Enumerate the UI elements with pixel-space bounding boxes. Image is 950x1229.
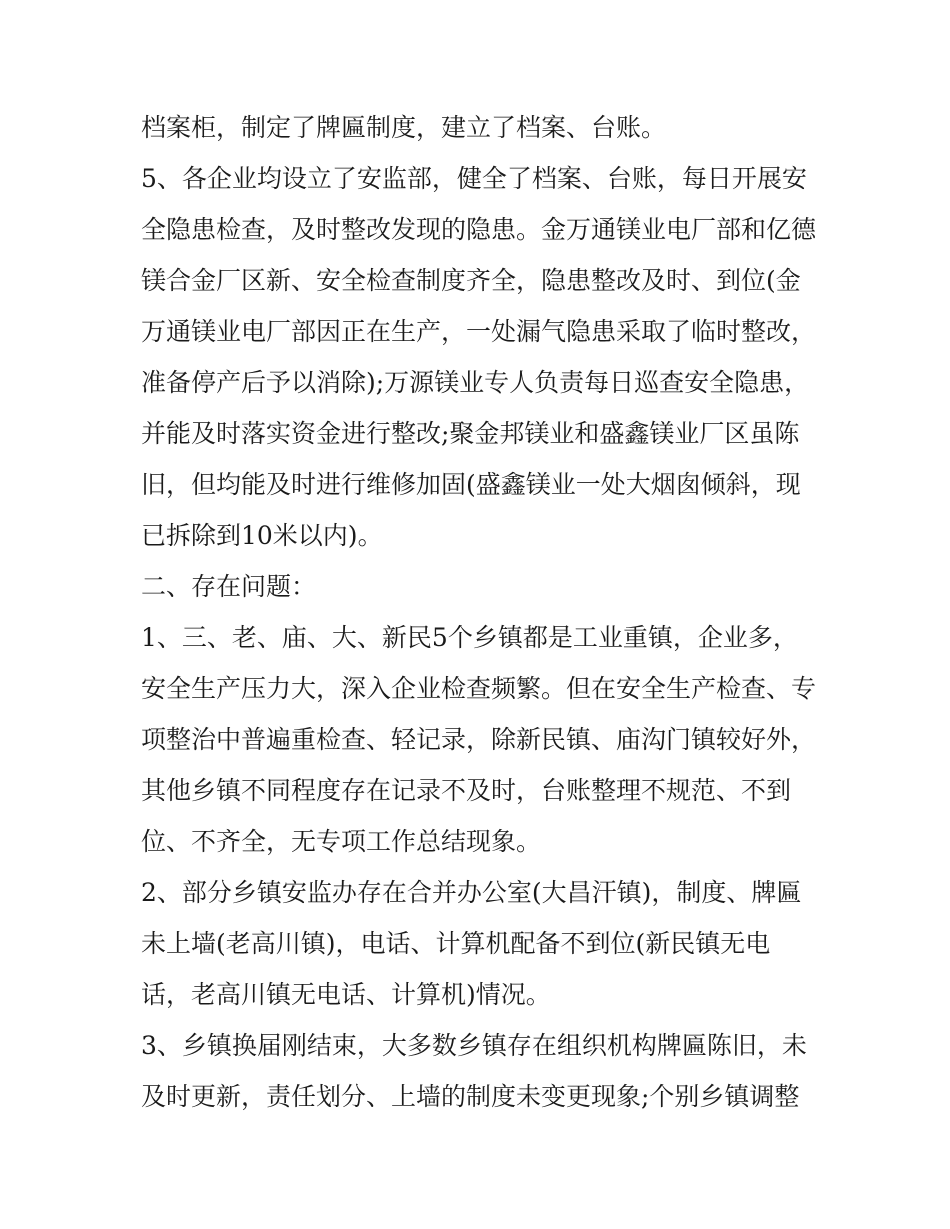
- text-line: 并能及时落实资金进行整改;聚金邦镁业和盛鑫镁业厂区虽陈: [141, 419, 800, 448]
- text-line: 及时更新，责任划分、上墙的制度未变更现象;个别乡镇调整: [141, 1082, 800, 1111]
- text-line: 位、不齐全，无专项工作总结现象。: [141, 827, 542, 856]
- text-line: 5、各企业均设立了安监部，健全了档案、台账，每日开展安: [141, 164, 807, 193]
- text-line: 1、三、老、庙、大、新民5个乡镇都是工业重镇，企业多，: [141, 623, 798, 652]
- text-line: 未上墙(老高川镇)，电话、计算机配备不到位(新民镇无电: [141, 929, 771, 958]
- text-line: 万通镁业电厂部因正在生产，一处漏气隐患采取了临时整改，: [141, 317, 817, 346]
- text-line: 安全生产压力大，深入企业检查频繁。但在安全生产检查、专: [141, 674, 817, 703]
- text-line: 镁合金厂区新、安全检查制度齐全，隐患整改及时、到位(金: [141, 266, 801, 295]
- text-line: 2、部分乡镇安监办存在合并办公室(大昌汗镇)，制度、牌匾: [141, 878, 802, 907]
- text-line: 已拆除到10米以内)。: [141, 521, 383, 550]
- text-line: 话，老高川镇无电话、计算机)情况。: [141, 980, 551, 1009]
- text-line: 旧，但均能及时进行维修加固(盛鑫镁业一处大烟囱倾斜，现: [141, 470, 801, 499]
- text-line: 准备停产后予以消除);万源镁业专人负责每日巡查安全隐患，: [141, 368, 810, 397]
- text-line: 全隐患检查，及时整改发现的隐患。金万通镁业电厂部和亿德: [141, 215, 817, 244]
- text-line: 其他乡镇不同程度存在记录不及时，台账整理不规范、不到: [141, 776, 792, 805]
- text-line: 项整治中普遍重检查、轻记录，除新民镇、庙沟门镇较好外，: [141, 725, 817, 754]
- section-heading: 二、存在问题：: [141, 572, 317, 601]
- text-line: 3、乡镇换届刚结束，大多数乡镇存在组织机构牌匾陈旧，未: [141, 1031, 807, 1060]
- text-line: 档案柜，制定了牌匾制度，建立了档案、台账。: [141, 113, 667, 142]
